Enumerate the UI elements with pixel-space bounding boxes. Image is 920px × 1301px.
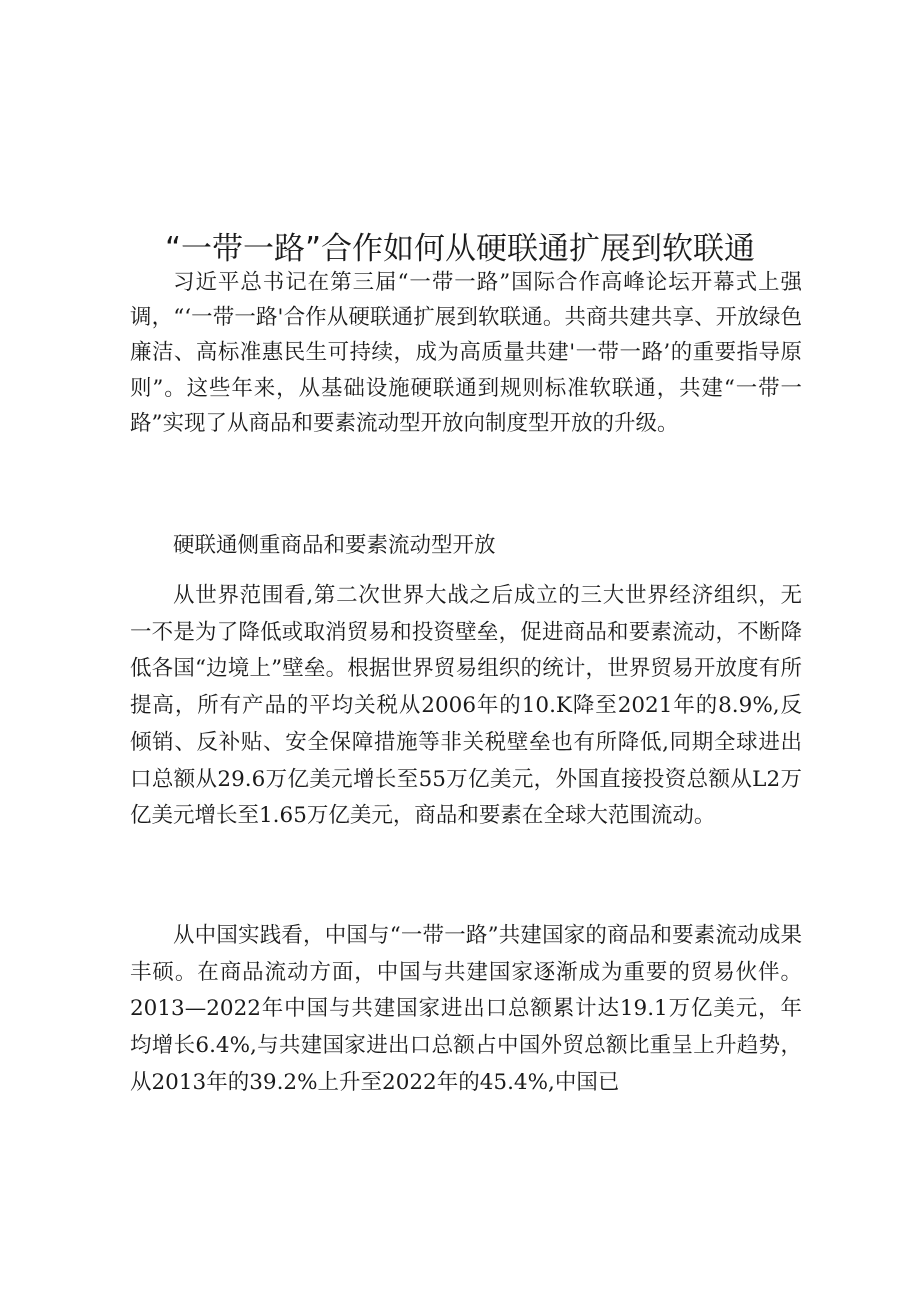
article-title: “一带一路”合作如何从硬联通扩展到软联通 [164, 230, 756, 267]
paragraph-china-practice: 从中国实践看，中国与“一带一路”共建国家的商品和要素流动成果丰硕。在商品流动方面，中国与共建国家逐渐成为重要的贸易伙伴。2013—2022年中国与共建国家进出口总额累计达19.1万亿美元，年均增长6.4%,与共建国家进出口总额占中国外贸总额比重呈上升趋势，从2013年的39.2%上升至2022年的45.4%,中国已 [130, 923, 802, 1095]
paragraph-intro: 习近平总书记在第三届“一带一路”国际合作高峰论坛开幕式上强调，“‘一带一路'合作从硬联通扩展到软联通。共商共建共享、开放绿色廉洁、高标准惠民生可持续，成为高质量共建'一带一路’的重要指导原则”。这些年来，从基础设施硬联通到规则标准软联通，共建“一带一路”实现了从商品和要素流动型开放向制度型开放的升级。 [130, 270, 802, 436]
paragraph-world-scope: 从世界范围看,第二次世界大战之后成立的三大世界经济组织，无一不是为了降低或取消贸易和投资壁垒，促进商品和要素流动，不断降低各国“边境上”壁垒。根据世界贸易组织的统计，世界贸易开放度有所提高，所有产品的平均关税从2006年的10.K降至2021年的8.9%,反倾销、反补贴、安全保障措施等非关税壁垒也有所降低,同期全球进出口总额从29.6万亿美元增长至55万亿美元，外国直接投资总额从L2万亿美元增长至1.65万亿美元，商品和要素在全球大范围流动。 [130, 583, 802, 829]
section-subheading: 硬联通侧重商品和要素流动型开放 [173, 533, 496, 558]
